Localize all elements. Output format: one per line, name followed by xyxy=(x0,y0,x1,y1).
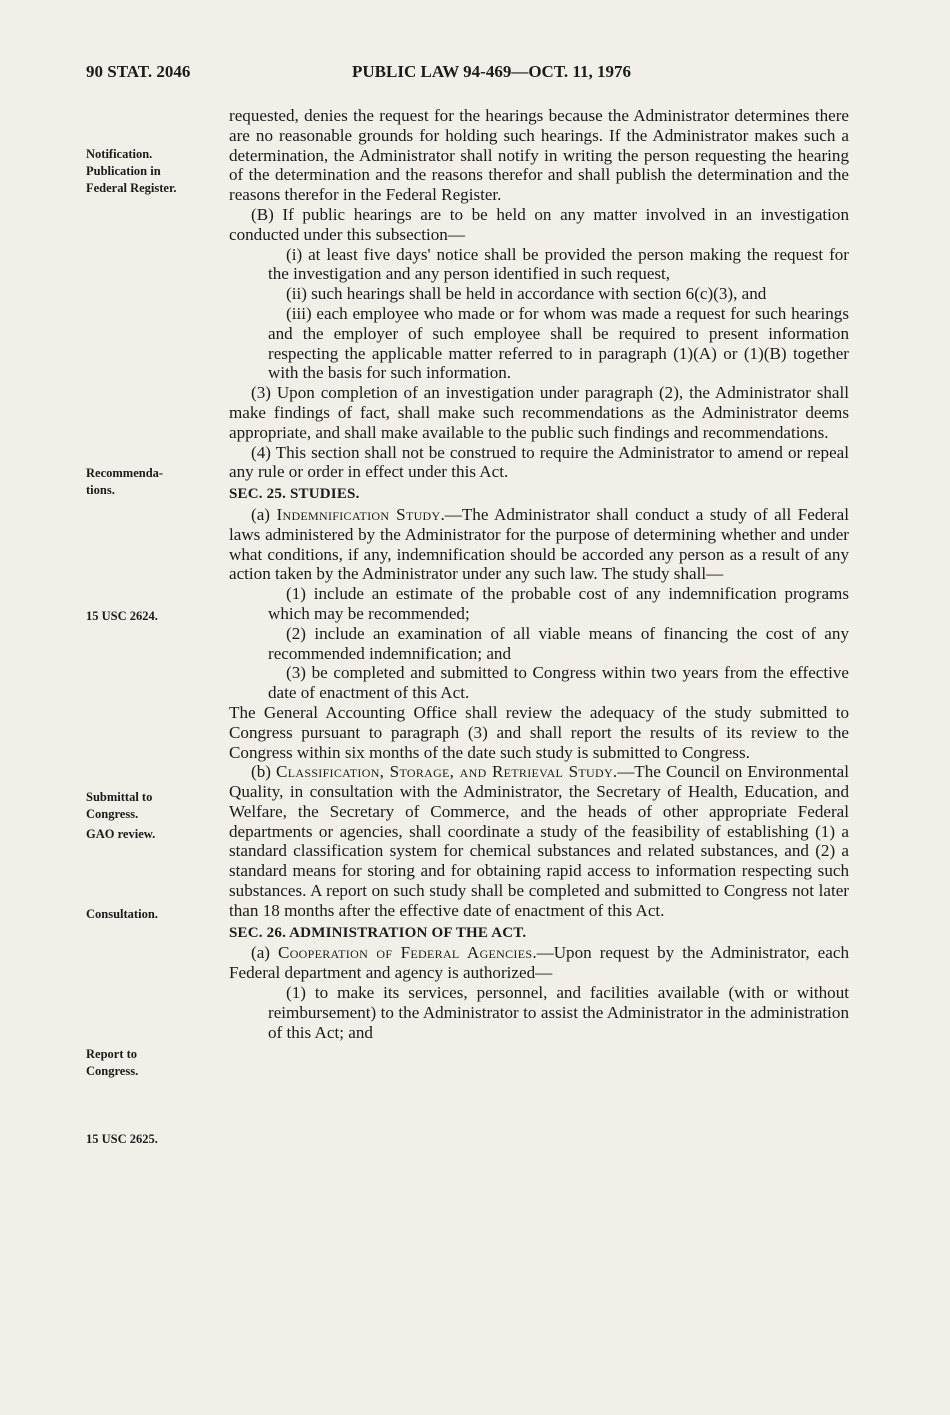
paragraph-4: (4) This section shall not be construed to require the Administrator to amend or repeal any rule or order in effect under this Act. xyxy=(229,442,849,482)
subsection-title: Classification, Storage, and Retrieval Study xyxy=(276,762,613,782)
margin-note-notification: Notification. Publication in Federal Register. xyxy=(86,147,177,195)
subsection-title: Indemnification Study xyxy=(276,504,441,524)
margin-note-consultation: Consultation. xyxy=(86,907,158,921)
margin-note-report: Report to Congress. xyxy=(86,1047,139,1078)
page-title: PUBLIC LAW 94-469—OCT. 11, 1976 xyxy=(352,62,631,81)
stat-page-number: 90 STAT. 2046 xyxy=(86,62,191,81)
study-item-1: (1) include an estimate of the probable cost of any indemnification programs which may be recommended; xyxy=(268,584,849,623)
subsection-title: Cooperation of Federal Agencies xyxy=(278,943,533,963)
section-25-a: (a) Indemnification Study.—The Administrator shall conduct a study of all Federal laws administered by the Administrator for the purpose of determining whether and under what conditions, if any, indemnification should be accorded any person as a result of any action taken by the Administrator under any such law. The study shall— xyxy=(229,504,850,584)
paragraph-3: (3) Upon completion of an investigation under paragraph (2), the Administrator shall make findings of fact, shall make such recommendations as the Administrator deems appropriate, and shall make available to the public such findings and recommendations. xyxy=(229,383,849,442)
margin-note-gao-review: GAO review. xyxy=(86,827,156,841)
item-iii: (iii) each employee who made or for whom was made a request for such hearings and the employer of such employee shall be required to present information respecting the applicable matter referred to in paragraph (1)(A) or (1)(B) together with the basis for such information. xyxy=(268,303,849,383)
section-25-b: (b) Classification, Storage, and Retrieval Study.—The Council on Environmental Quality, in consultation with the Administrator, the Secretary of Health, Education, and Welfare, the Secretary of Commerce, and the heads of other appropriate Federal departments or agencies, shall coordinate a study of the feasibility of establishing (1) a standard classification system for chemical substances and related substances, and (2) a standard means for storing and for obtaining rapid access to information respecting such substances. A report on such study shall be completed and submitted to Congress not later than 18 months after the effective date of enactment of this Act. xyxy=(229,762,849,920)
margin-note-recommendations: Recommenda- tions. xyxy=(86,466,164,497)
item-i: (i) at least five days' notice shall be provided the person making the request for the investigation and any person identified in such request, xyxy=(268,244,849,284)
gao-paragraph: The General Accounting Office shall review the adequacy of the study submitted to Congress pursuant to paragraph (3) and shall report the results of its review to the Congress within six months of the date such study is submitted to Congress. xyxy=(229,702,849,762)
item-ii: (ii) such hearings shall be held in accordance with section 6(c)(3), and xyxy=(286,284,767,304)
section-25-heading: SEC. 25. STUDIES. xyxy=(229,486,360,503)
margin-note-submittal: Submittal to Congress. xyxy=(86,790,153,821)
study-item-2: (2) include an examination of all viable means of financing the cost of any recommended indemnification; and xyxy=(268,623,849,663)
section-26-a: (a) Cooperation of Federal Agencies.—Upon request by the Administrator, each Federal department and agency is authorized— xyxy=(229,943,849,983)
margin-note-usc-2625: 15 USC 2625. xyxy=(86,1132,158,1146)
study-item-3: (3) be completed and submitted to Congress within two years from the effective date of enactment of this Act. xyxy=(268,663,849,703)
section-26-heading: SEC. 26. ADMINISTRATION OF THE ACT. xyxy=(229,924,527,941)
statute-body xyxy=(229,106,849,1042)
paragraph-b: (B) If public hearings are to be held on any matter involved in an investigation conducted under this subsection— xyxy=(229,204,849,244)
paragraph-intro: requested, denies the request for the hearings because the Administrator determines there are no reasonable grounds for holding such hearings. If the Administrator makes such a determination, the Administrator shall notify in writing the person requesting the hearing of the determination and the reasons therefor and shall publish the determination and the reasons therefor in the Federal Register. xyxy=(229,106,849,205)
cooperation-item-1: (1) to make its services, personnel, and facilities available (with or without reimbursement) to the Administrator to assist the Administrator in the administration of this Act; and xyxy=(268,983,849,1042)
margin-note-usc-2624: 15 USC 2624. xyxy=(86,609,158,623)
